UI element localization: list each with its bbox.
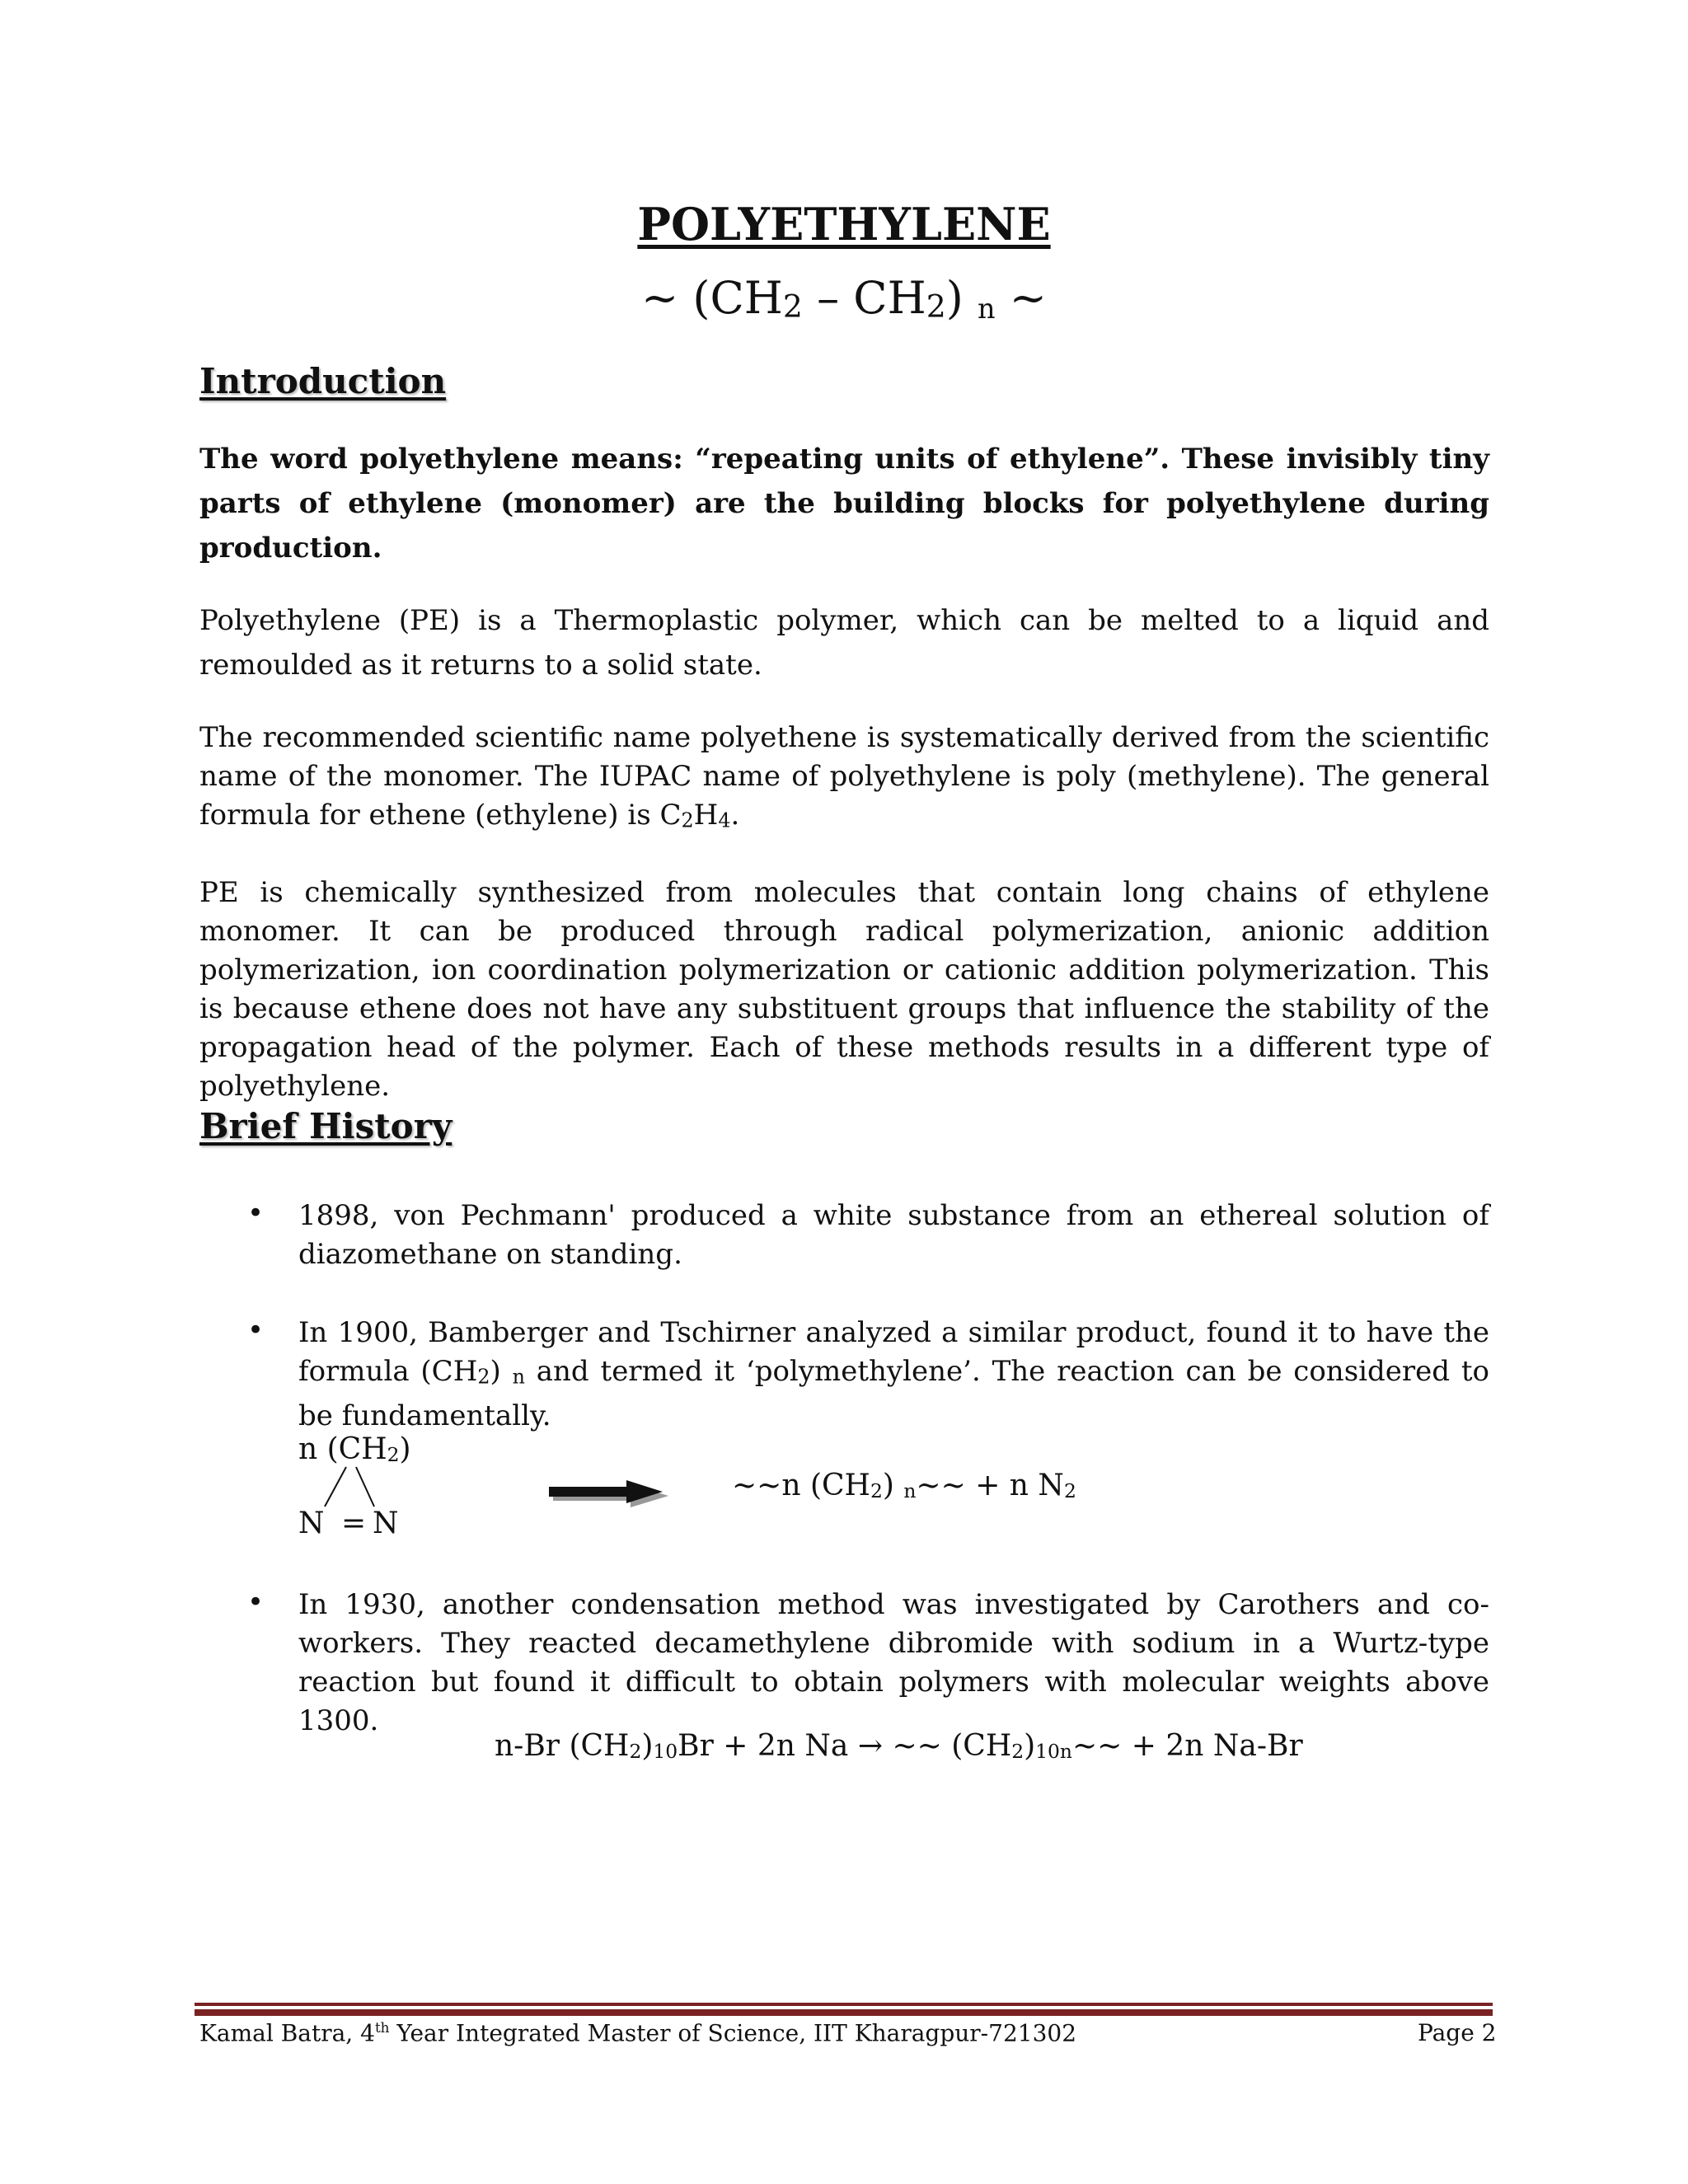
bond-left [325, 1467, 346, 1507]
reaction2-right-close: ) [1024, 1729, 1036, 1763]
formula-sub1: 2 [782, 288, 803, 325]
history-item-2 [298, 1314, 1489, 1436]
reaction1-equals: = [341, 1507, 367, 1540]
intro-paragraph-2-end: . [730, 799, 740, 832]
formula-close: ) [945, 272, 964, 324]
reaction1-n-left: N [298, 1507, 325, 1540]
reaction1-product-close: ) [882, 1469, 894, 1502]
formula-sub2: 2 [926, 288, 946, 325]
reaction1-product [732, 1469, 1076, 1502]
reaction1-n-right: N [373, 1507, 399, 1540]
reaction1-reactant-subscript: 2 [387, 1442, 400, 1466]
introduction-heading: Introduction [199, 361, 447, 401]
diazo-bonds [313, 1464, 379, 1510]
footer-rule-thin [195, 2003, 1493, 2006]
reaction1-reactant [298, 1432, 411, 1466]
history-item-2-subscript: 2 [477, 1365, 490, 1389]
ethene-c-subscript: 2 [681, 808, 694, 832]
intro-paragraph-1: Polyethylene (PE) is a Thermoplastic polymer, which can be melted to a liquid and remoulded as it returns to a solid state. [199, 604, 1489, 682]
bond-right [356, 1467, 374, 1507]
ethene-h: H [693, 799, 719, 832]
reaction1-reactant-close: ) [399, 1432, 411, 1466]
reaction2-right-subscript: 2 [1011, 1739, 1025, 1763]
brief-history-heading: Brief History [199, 1106, 452, 1146]
page-title: POLYETHYLENE [637, 198, 1051, 251]
reaction2-arrow: → [857, 1729, 883, 1763]
history-item-2-text-a: In 1900, Bamberger and Tschirner analyzed a similar product, found it to have the formula (CH [298, 1316, 1489, 1388]
formula-n: n [978, 293, 996, 326]
reaction2-right-sub10n: 10n [1035, 1739, 1072, 1763]
history-item-2-text-b: and termed it ‘polymethylene’. The reaction can be considered to be fundamentally. [298, 1355, 1490, 1432]
footer-rule-thick [195, 2009, 1493, 2016]
history-item-2-n: n [512, 1365, 525, 1389]
reaction2-left-tail: Br + 2n Na [678, 1729, 849, 1763]
reaction1-n2-subscript: 2 [1063, 1479, 1076, 1502]
footer-author-sup: th [374, 2019, 390, 2036]
intro-paragraph-2 [199, 719, 1489, 841]
footer-author [199, 2019, 1076, 2046]
reaction-arrow [546, 1477, 669, 1510]
reaction2-left-text: n-Br (CH [495, 1729, 630, 1763]
intro-paragraph-3: PE is chemically synthesized from molecules that contain long chains of ethylene monomer. It can be produced through radical polymerization, anionic addition polymerization, ion coordination polymerization or cationic addition polymerization. This is because ethene does not have any substituent groups that influence the stability of the propagation head of the polymer. Each of these methods results in a different type of polyethylene. [199, 876, 1489, 1103]
page-number: Page 2 [1418, 2019, 1497, 2046]
footer-author-program: Year Integrated Master of Science, IIT Kharagpur-721302 [389, 2019, 1077, 2047]
intro-bold-paragraph: The word polyethylene means: “repeating units of ethylene”. These invisibly tiny parts of ethylene (monomer) are the building blocks for polyethylene during production. [199, 443, 1489, 565]
bullet-3: • [247, 1586, 265, 1619]
intro-paragraph-2-text: The recommended scientific name polyethene is systematically derived from the scientific name of the monomer. The IUPAC name of polyethylene is poly (methylene). The general formula for ethene (ethylene) is C [199, 721, 1489, 832]
repeat-unit-formula [0, 272, 1688, 325]
reaction2-left-sub10: 10 [653, 1739, 678, 1763]
formula-suffix: ~ [1009, 272, 1047, 324]
reaction2-right-tail: ~~ + 2n Na-Br [1072, 1729, 1303, 1763]
reaction1-product-text: ~~n (CH [732, 1469, 870, 1502]
footer-author-name: Kamal Batra, 4 [199, 2019, 375, 2047]
history-item-3: In 1930, another condensation method was investigated by Carothers and co-workers. They reacted decamethylene dibromide with sodium in a Wurtz-type reaction but found it difficult to obtain polymers with molecular weights above 1300. [298, 1588, 1489, 1737]
history-item-2-close: ) [490, 1355, 501, 1388]
bullet-2: • [247, 1314, 265, 1347]
reaction2-right-text: ~~ (CH [892, 1729, 1012, 1763]
ethene-h-subscript: 4 [718, 808, 731, 832]
reaction1-product-subscript: 2 [870, 1479, 883, 1502]
reaction1-reactant-text: n (CH [298, 1432, 387, 1466]
reaction1-product-n: n [903, 1479, 917, 1502]
history-item-1: 1898, von Pechmann' produced a white substance from an ethereal solution of diazomethane on standing. [298, 1199, 1489, 1271]
reaction2-left-subscript: 2 [629, 1739, 642, 1763]
reaction1-product-tail: ~~ + n N [916, 1469, 1064, 1502]
bullet-1: • [247, 1197, 265, 1230]
reaction2-left-close: ) [641, 1729, 654, 1763]
formula-mid: – CH [802, 272, 926, 324]
reaction2-equation [495, 1729, 1303, 1763]
formula-prefix: ~ (CH [641, 272, 783, 324]
